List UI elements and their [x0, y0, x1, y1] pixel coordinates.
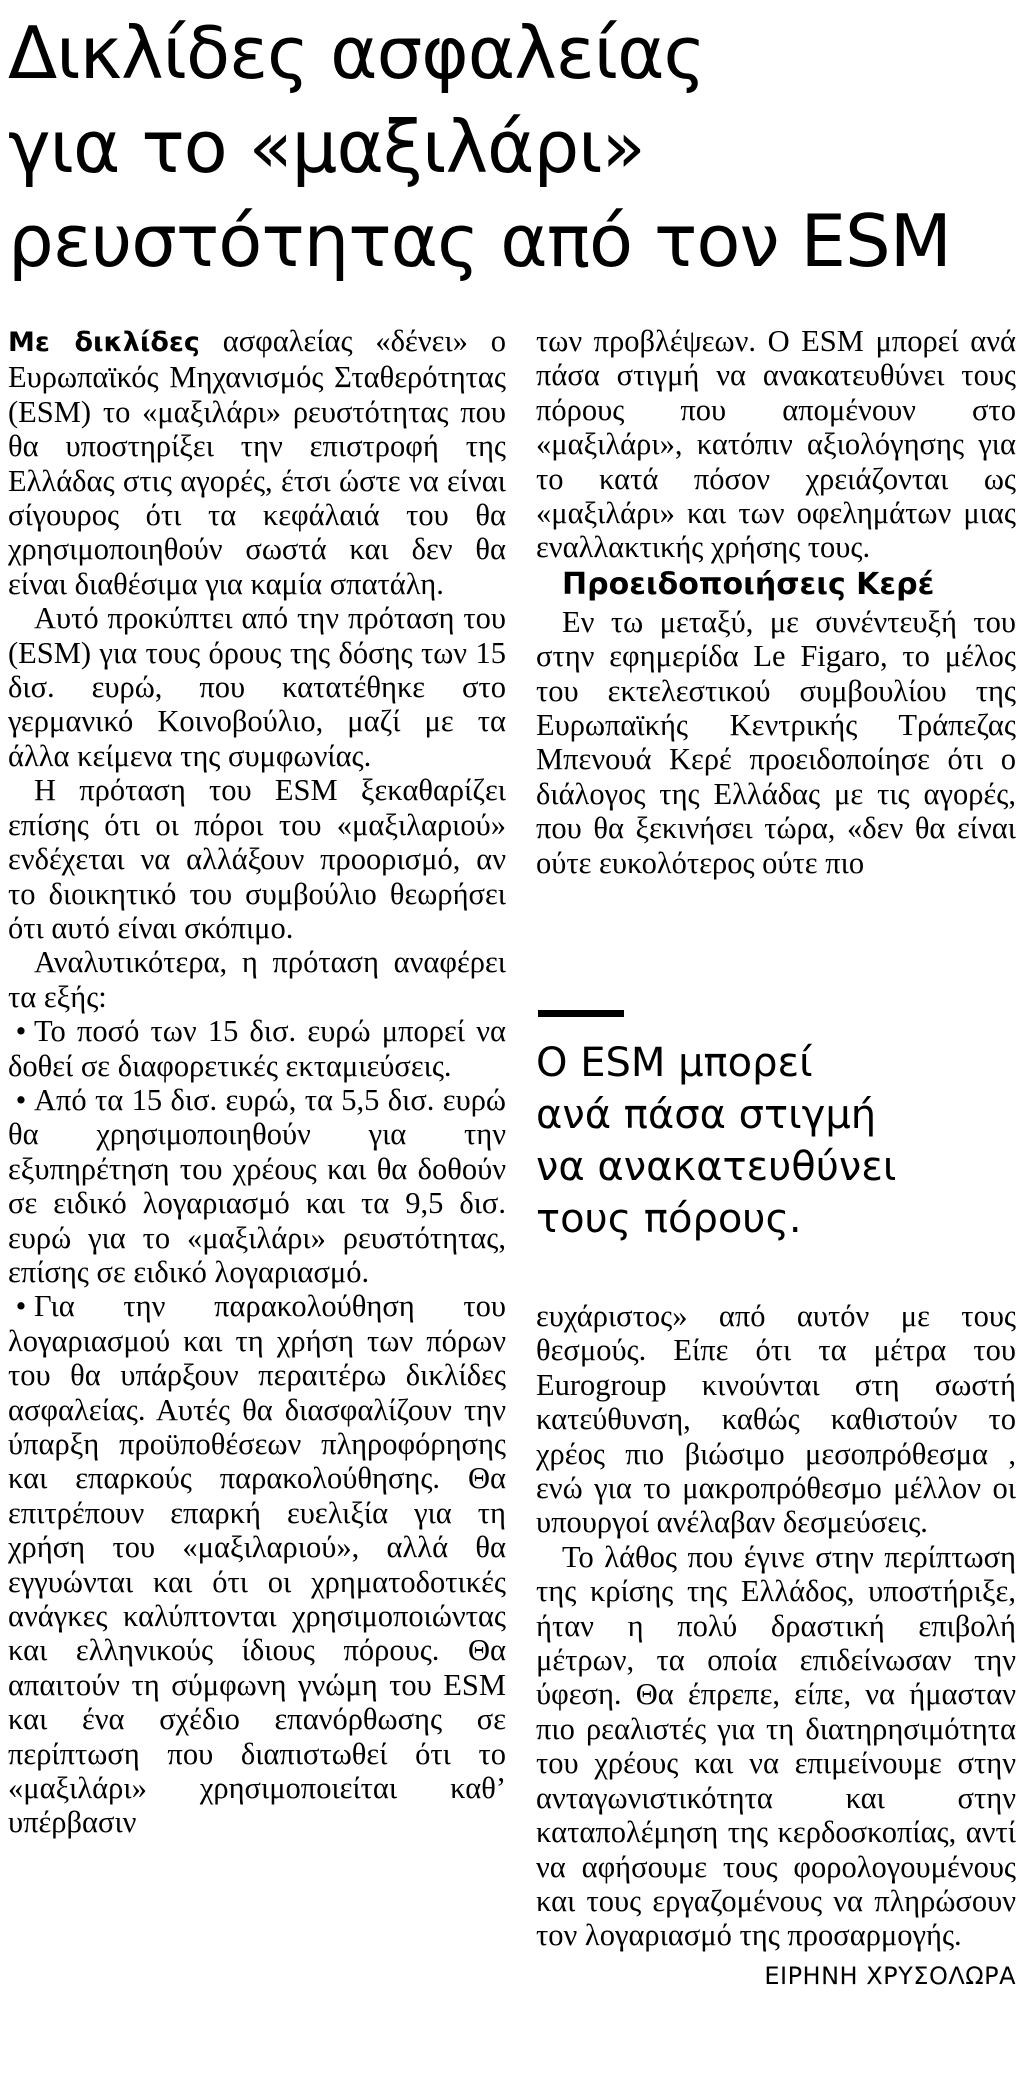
- headline: [8, 6, 1008, 288]
- pull-quote-rule: [538, 1010, 624, 1017]
- bullet-text: Για την παρακολούθηση του λογαριασμού και τη χρήση των πόρων του θα υπάρξουν περαιτέρω δικλίδες ασφαλείας. Αυτές θα διασφαλίζουν την ύπαρξη προϋποθέσεων πληροφόρησης και επαρκούς παρακολούθησης. Θα επιτρέπουν επαρκή ευελιξία για τη χρήση του «μαξιλαριού», αλλά θα εγγυώνται και ότι οι χρηματοδοτικές ανάγκες καλύπτονται χρησιμοποιώντας και ελληνικούς ίδιους πόρους. Θα απαιτούν τη σύμφωνη γνώμη του ESM και ένα σχέδιο επανόρθωσης σε περίπτωση που διαπιστωθεί ότι το «μαξιλάρι» χρησιμοποιείται καθ’ υπέρβασιν: [8, 1289, 506, 1840]
- bullet-icon: •: [15, 1082, 27, 1117]
- article-paragraph-2: Αυτό προκύπτει από την πρόταση του (ESM) για τους όρους της δόσης των 15 δισ. ευρώ, που κατατέθηκε στο γερμανικό Κοινοβούλιο, μαζί με τα άλλα κείμενα της συμφωνίας.: [8, 601, 506, 773]
- bullet-icon: •: [15, 1014, 27, 1049]
- pull-quote-text: [536, 1037, 1016, 1245]
- paragraph-1-text: ασφαλείας «δένει» ο Ευρωπαϊκός Μηχανισμός Σταθερότητας (ESM) το «μαξιλάρι» ρευστότητας που θα υποστηρίξει την επιστροφή της Ελλάδας στις αγορές, έτσι ώστε να είναι σίγουρος ότι τα κεφάλαιά του θα χρησιμοποιηθούν σωστά και δεν θα είναι διαθέσιμα για καμία σπατάλη.: [8, 324, 506, 601]
- bullet-text: Το ποσό των 15 δισ. ευρώ μπορεί να δοθεί σε διαφορετικές εκταμιεύσεις.: [8, 1014, 506, 1083]
- headline-line-1: Δικλίδες ασφαλείας: [8, 11, 705, 95]
- bullet-item-1: [8, 1014, 506, 1083]
- bullet-3-continued: των προβλέψεων. Ο ESM μπορεί ανά πάσα στιγμή να ανακατευθύνει τους πόρους που απομένουν στο «μαξιλάρι», κατόπιν αξιολόγησης για το κατά πόσον χρειάζονται ως «μαξιλάρι» και των οφελημάτων μιας εναλλακτικής χρήσης τους.: [536, 324, 1016, 565]
- article-paragraph-3: Η πρόταση του ESM ξεκαθαρίζει επίσης ότι οι πόροι του «μαξιλαριού» ενδέχεται να αλλάξουν προορισμό, αν το διοικητικό του συμβούλιο θεωρήσει ότι αυτό είναι σκόπιμο.: [8, 773, 506, 945]
- bullet-text: Από τα 15 δισ. ευρώ, τα 5,5 δισ. ευρώ θα χρησιμοποιηθούν για την εξυπηρέτηση του χρέους και θα δοθούν σε ειδικό λογαριασμό και τα 9,5 δισ. ευρώ για το «μαξιλάρι» ρευστότητας, επίσης σε ειδικό λογαριασμό.: [8, 1082, 506, 1289]
- pull-quote-line-4: τους πόρους.: [536, 1196, 802, 1242]
- lead-words: Με δικλίδες: [8, 327, 200, 358]
- bullet-item-3: [8, 1289, 506, 1840]
- bullet-icon: •: [15, 1289, 27, 1324]
- headline-line-2: για το «μαξιλάρι»: [8, 105, 645, 189]
- pull-quote-line-3: να ανακατευθύνει: [536, 1144, 897, 1190]
- pull-quote: [536, 1010, 1016, 1245]
- pull-quote-line-1: Ο ESM μπορεί: [536, 1040, 813, 1086]
- bullet-item-2: [8, 1083, 506, 1289]
- article-column-right: [536, 324, 1016, 880]
- subheading: Προειδοποιήσεις Κερέ: [562, 566, 935, 602]
- article-paragraph-5-continued: ευχάριστος» από αυτόν με τους θεσμούς. Είπε ότι τα μέτρα του Eurogroup κινούνται στη σωστή κατεύθυνση, καθώς καθιστούν το χρέος πιο βιώσιμο μεσοπρόθεσμα , ενώ για το μακροπρόθεσμο μέλλον οι υπουργοί ανέλαβαν δεσμεύσεις.: [536, 1299, 1016, 1540]
- article-paragraph-4: Αναλυτικότερα, η πρόταση αναφέρει τα εξής:: [8, 945, 506, 1014]
- article-paragraph-5: Εν τω μεταξύ, με συνέντευξή του στην εφημερίδα Le Figaro, το μέλος του εκτελεστικού συμβουλίου της Ευρωπαϊκής Κεντρικής Τράπεζας Μπενουά Κερέ προειδοποίησε ότι ο διάλογος της Ελλάδας με τις αγορές, που θα ξεκινήσει τώρα, «δεν θα είναι ούτε ευκολότερος ούτε πιο: [536, 604, 1016, 880]
- article-paragraph-6: Το λάθος που έγινε στην περίπτωση της κρίσης της Ελλάδος, υποστήριξε, ήταν η πολύ δραστική επιβολή μέτρων, τα οποία επιδείνωσαν την ύφεση. Θα έπρεπε, είπε, να ήμασταν πιο ρεαλιστές για τη διατηρησιμότητα του χρέους και να επιμείνουμε στην ανταγωνιστικότητα και στην καταπολέμηση της κερδοσκοπίας, αντί να αφήσουμε τους φορολογουμένους και τους εργαζομένους να πληρώσουν τον λογαριασμό της προσαρμογής.: [536, 1539, 1016, 1953]
- author-byline: ΕΙΡΗΝΗ ΧΡΥΣΟΛΩΡΑ: [764, 1961, 1016, 1990]
- article-paragraph-1: [8, 324, 506, 601]
- article-column-right-lower: [536, 1299, 1016, 1993]
- article-column-left: [8, 324, 506, 1840]
- headline-line-3: ρευστότητας από τον ESM: [8, 199, 951, 283]
- pull-quote-line-2: ανά πάσα στιγμή: [536, 1092, 877, 1138]
